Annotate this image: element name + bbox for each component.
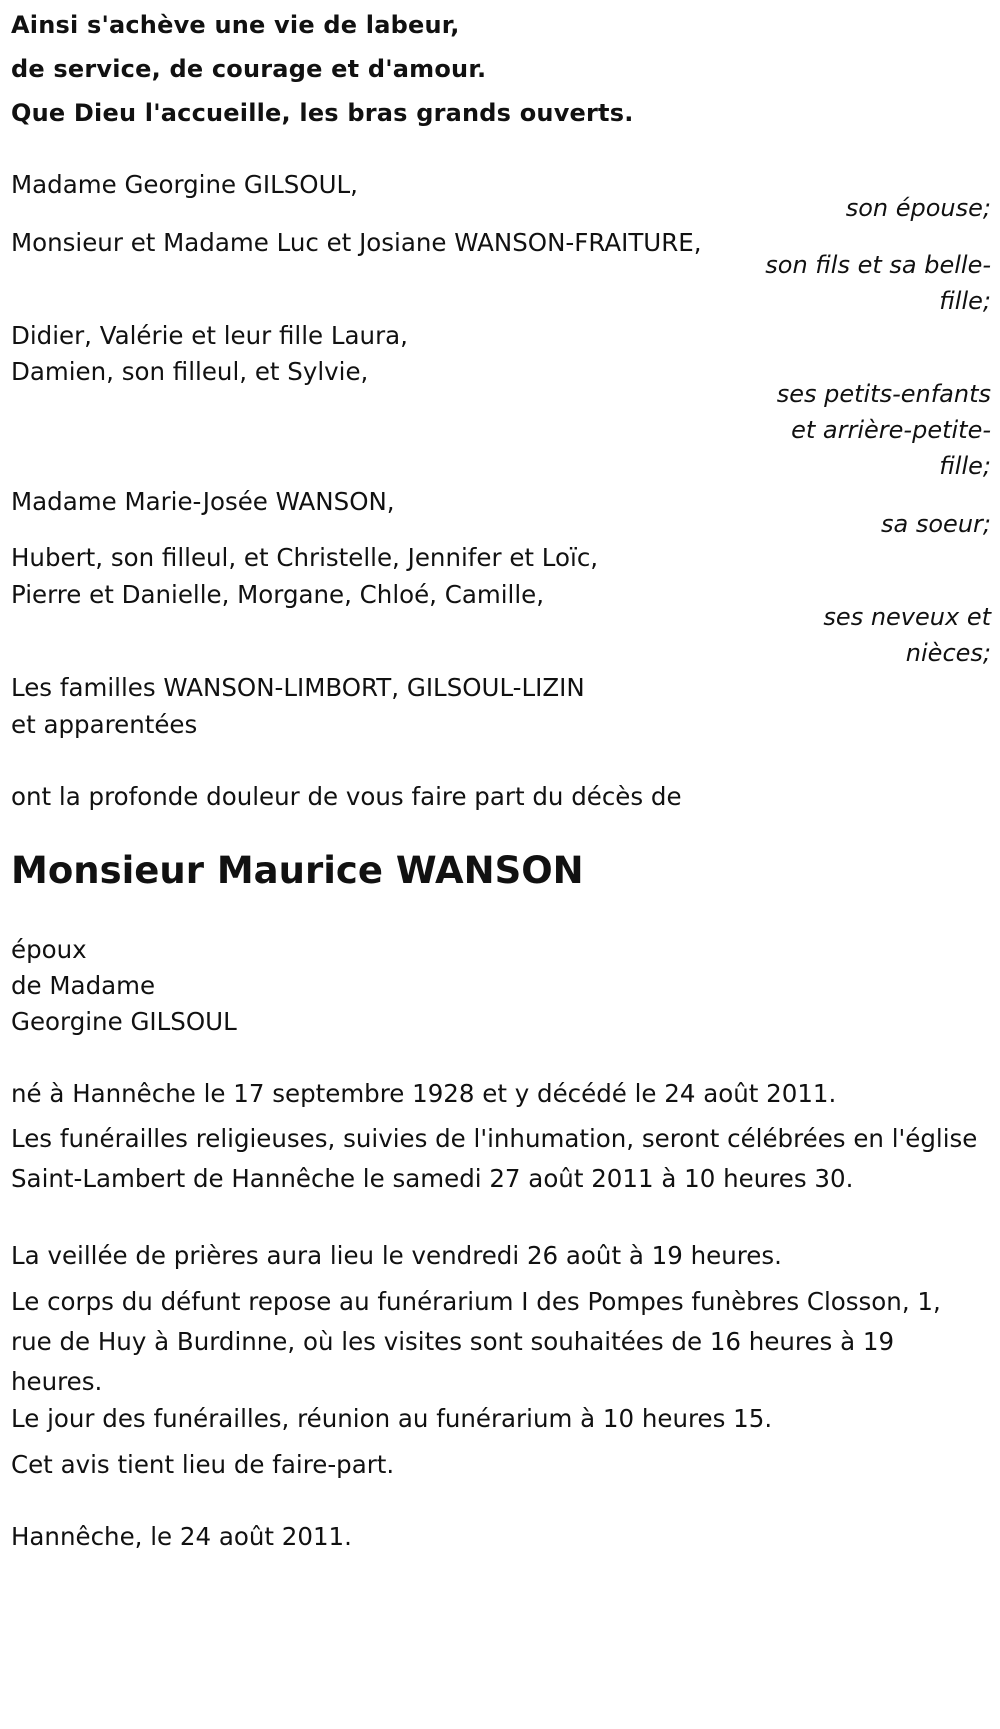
- obituary-notice: [11, 0, 991, 1729]
- epoux-line-2: de Madame: [11, 971, 156, 1000]
- epoux-line-1: époux: [11, 935, 87, 964]
- deceased-name: Monsieur Maurice WANSON: [11, 849, 584, 892]
- poem-line-3: Que Dieu l'accueille, les bras grands ouverts.: [11, 99, 634, 127]
- nephews-relation-line-1: ses neveux et: [823, 603, 991, 631]
- son-relation-line-2: fille;: [939, 287, 991, 315]
- meeting-text: Le jour des funérailles, réunion au funérarium à 10 heures 15.: [11, 1404, 773, 1433]
- rest-text: Le corps du défunt repose au funérarium I des Pompes funèbres Closson, 1, rue de Huy à Burdinne, où les visites sont souhaitées de 16 heures à 19 heures.: [11, 1287, 941, 1396]
- grandchildren-relation-line-3: fille;: [939, 452, 991, 480]
- place-date-signature: Hannêche, le 24 août 2011.: [11, 1522, 352, 1551]
- nephews-line-1: Hubert, son filleul, et Christelle, Jennifer et Loïc,: [11, 543, 599, 572]
- families-line-1: Les familles WANSON-LIMBORT, GILSOUL-LIZIN: [11, 673, 585, 702]
- son-relation-line-1: son fils et sa belle-: [765, 251, 991, 279]
- birth-death-text: né à Hannêche le 17 septembre 1928 et y décédé le 24 août 2011.: [11, 1079, 837, 1108]
- grandchildren-line-2: Damien, son filleul, et Sylvie,: [11, 357, 369, 386]
- poem-line-1: Ainsi s'achève une vie de labeur,: [11, 11, 460, 39]
- grandchildren-relation-line-1: ses petits-enfants: [776, 380, 991, 408]
- poem-line-2: de service, de courage et d'amour.: [11, 55, 487, 83]
- notice-text: Cet avis tient lieu de faire-part.: [11, 1450, 395, 1479]
- spouse-relation: son épouse;: [845, 194, 991, 222]
- spouse-name: Madame Georgine GILSOUL,: [11, 170, 358, 199]
- son-name: Monsieur et Madame Luc et Josiane WANSON-FRAITURE,: [11, 228, 702, 257]
- grandchildren-relation-line-2: et arrière-petite-: [791, 416, 991, 444]
- funeral-text: Les funérailles religieuses, suivies de l'inhumation, seront célébrées en l'église Saint-Lambert de Hannêche le samedi 27 août 2011 à 10 heures 30.: [11, 1124, 978, 1193]
- sister-relation: sa soeur;: [881, 510, 991, 538]
- grandchildren-line-1: Didier, Valérie et leur fille Laura,: [11, 321, 408, 350]
- sister-name: Madame Marie-Josée WANSON,: [11, 487, 395, 516]
- nephews-line-2: Pierre et Danielle, Morgane, Chloé, Camille,: [11, 580, 545, 609]
- announcement-text: ont la profonde douleur de vous faire part du décès de: [11, 782, 682, 811]
- nephews-relation-line-2: nièces;: [905, 639, 991, 667]
- vigil-text: La veillée de prières aura lieu le vendredi 26 août à 19 heures.: [11, 1241, 782, 1270]
- epoux-line-3: Georgine GILSOUL: [11, 1007, 237, 1036]
- families-line-2: et apparentées: [11, 710, 198, 739]
